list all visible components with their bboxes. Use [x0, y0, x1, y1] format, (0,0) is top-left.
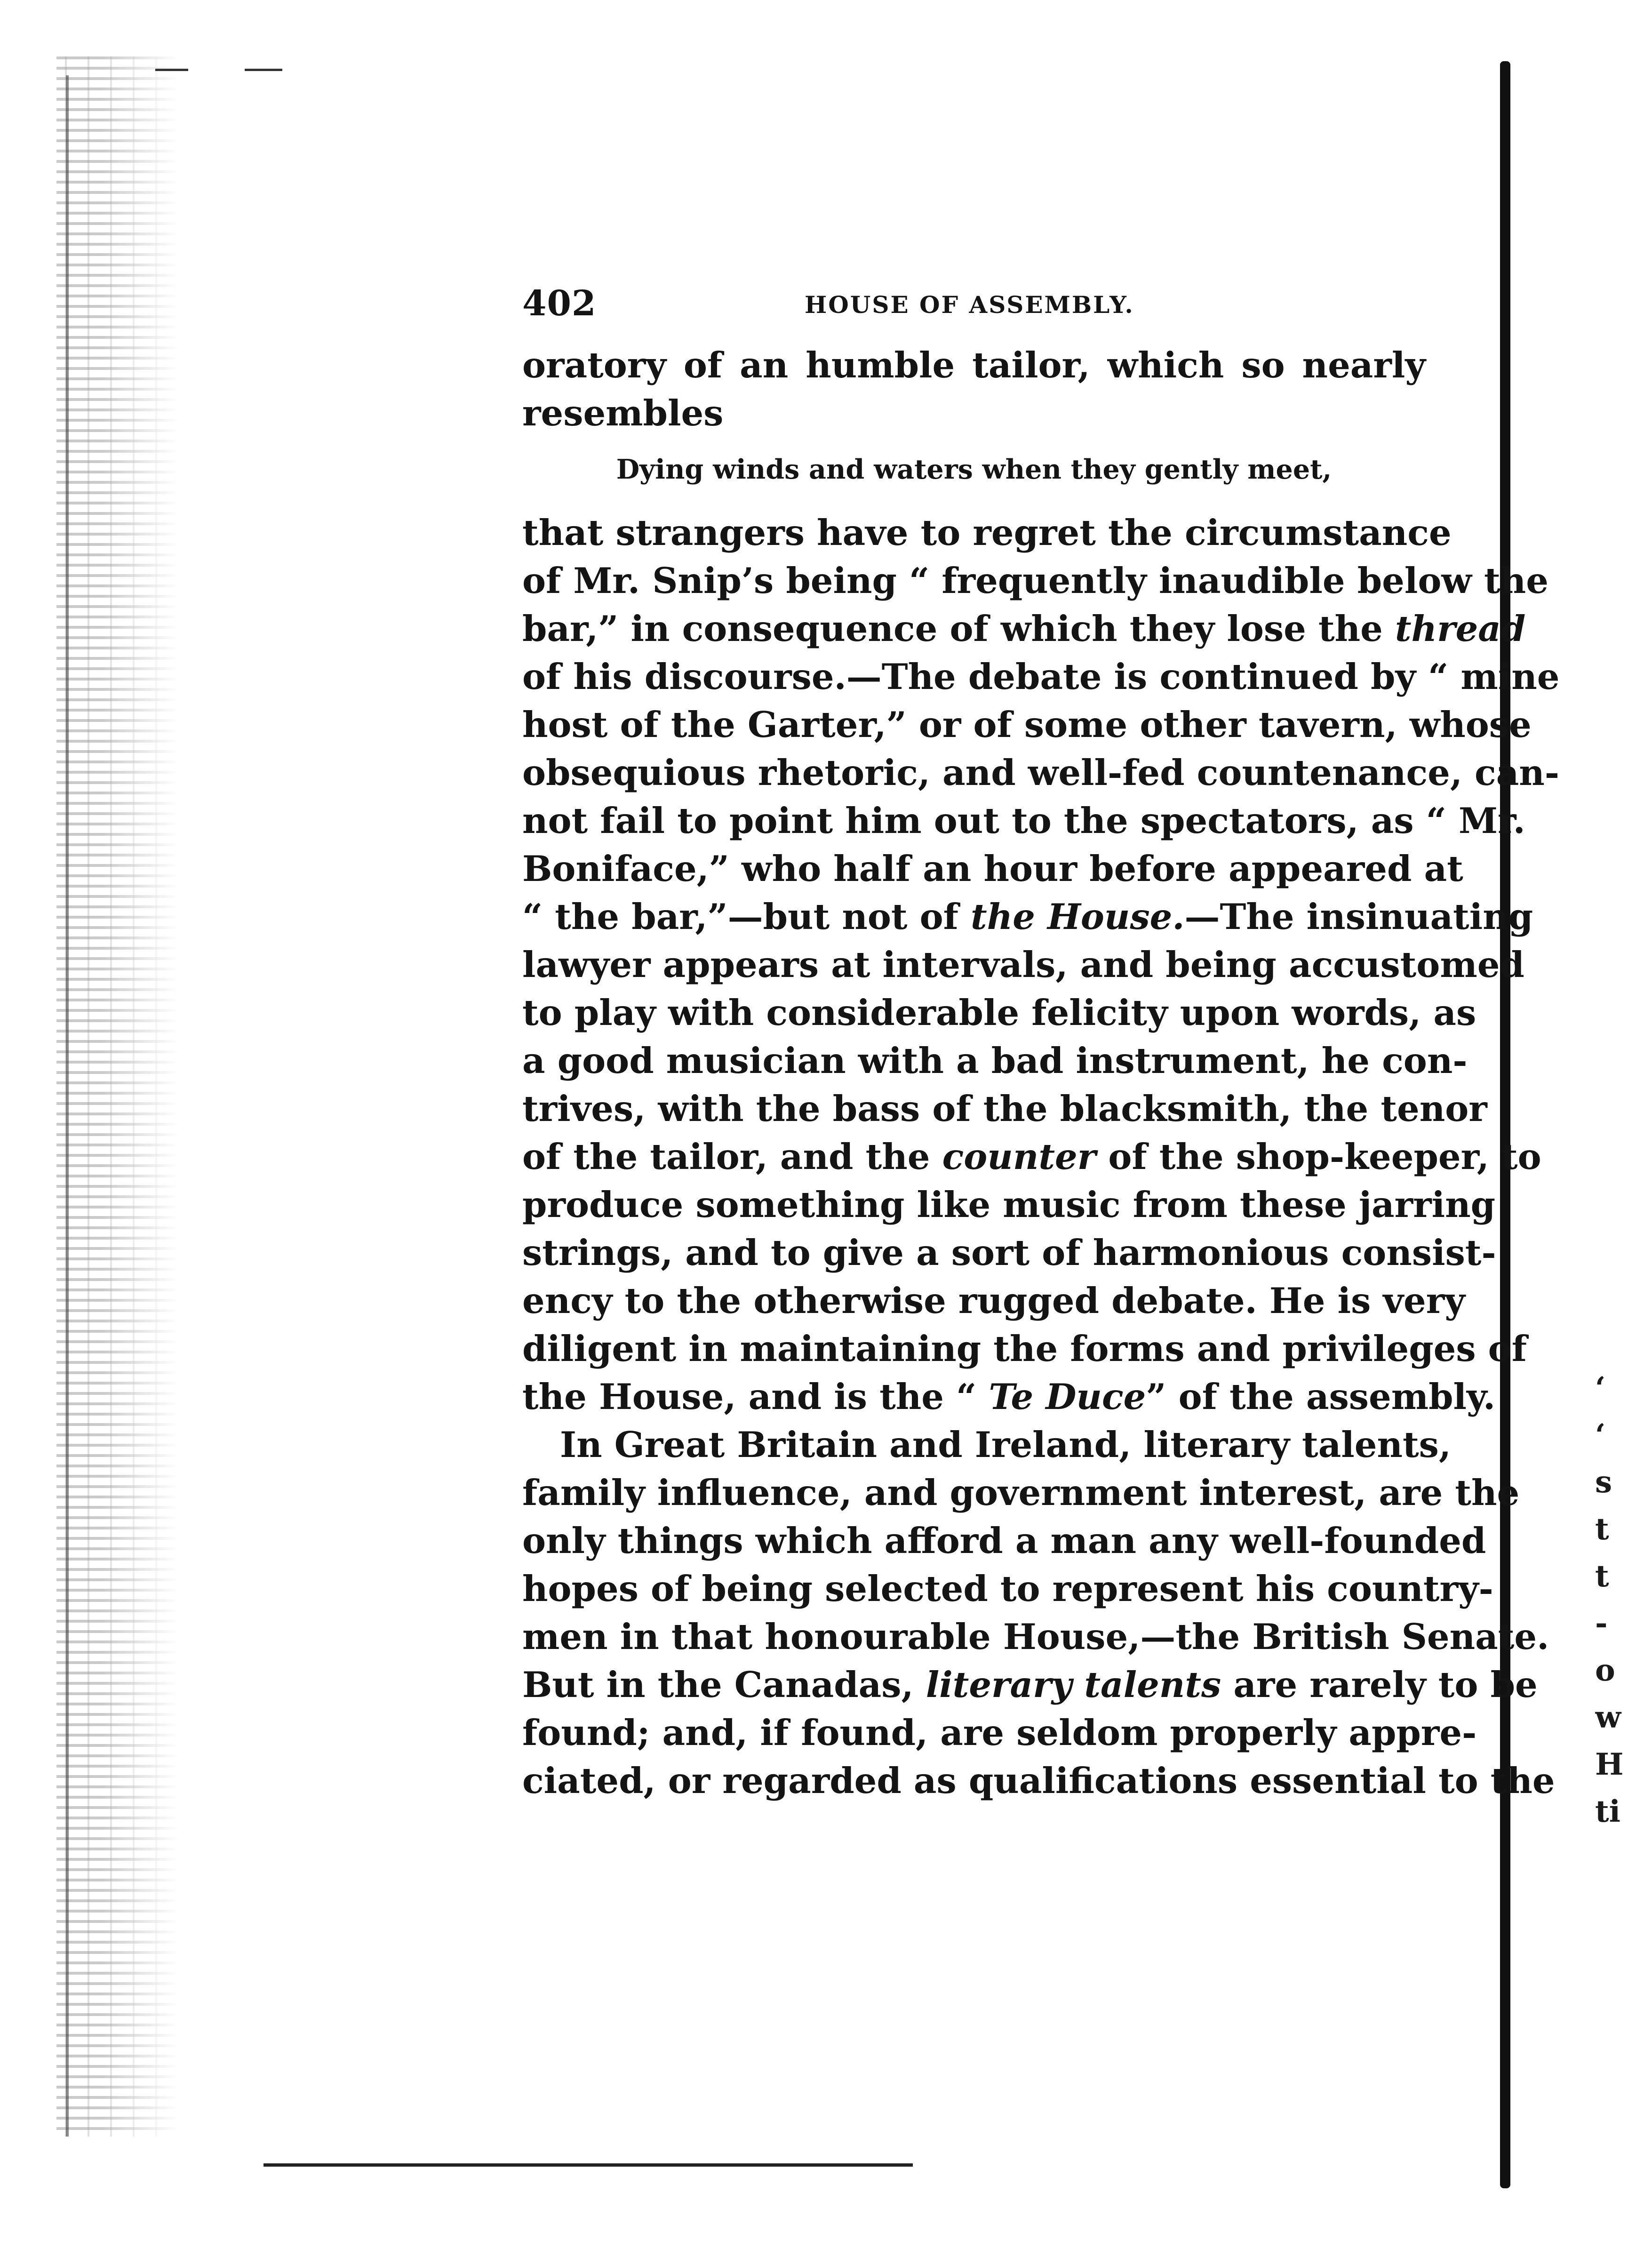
text-line	[522, 1517, 1486, 1565]
text-run: family influence, and government interest, are the	[522, 1472, 1520, 1513]
bottom-edge-rule	[263, 2163, 913, 2167]
text-line	[522, 1613, 1549, 1661]
text-run: produce something like music from these jarring	[522, 1184, 1496, 1225]
text-run: But in the Canadas,	[522, 1664, 926, 1705]
text-run: ency to the otherwise rugged debate. He is very	[522, 1280, 1465, 1321]
text-line	[522, 749, 1559, 797]
italic-phrase: counter	[942, 1136, 1096, 1177]
text-run: only things which afford a man any well-founded	[522, 1520, 1486, 1561]
italic-phrase: literary talents	[926, 1664, 1221, 1705]
text-line	[522, 1661, 1538, 1709]
text-line	[522, 1037, 1468, 1085]
facing-page-fragment: s	[1595, 1465, 1612, 1500]
text-run: not fail to point him out to the spectators, as “ Mr.	[522, 800, 1525, 841]
text-run: trives, with the bass of the blacksmith, the tenor	[522, 1088, 1487, 1129]
text-run: the House, and is the “	[522, 1376, 989, 1417]
paragraph	[522, 509, 1560, 1421]
text-line	[522, 1757, 1555, 1805]
running-head	[522, 282, 1426, 325]
text-line	[522, 1277, 1465, 1325]
text-line	[522, 1085, 1487, 1133]
text-run: of the tailor, and the	[522, 1136, 942, 1177]
text-line	[522, 1229, 1496, 1277]
scan-mark	[155, 69, 188, 71]
text-line	[522, 605, 1526, 653]
text-run: diligent in maintaining the forms and privileges of	[522, 1328, 1527, 1369]
facing-page-fragment: H	[1595, 1747, 1624, 1782]
text-run: strings, and to give a sort of harmonious consist-	[522, 1232, 1496, 1273]
running-title: HOUSE OF ASSEMBLY.	[805, 291, 1134, 319]
text-line	[522, 557, 1548, 605]
text-line	[522, 1373, 1496, 1421]
text-line	[522, 1325, 1527, 1373]
facing-page-edge	[1500, 61, 1510, 2188]
text-run: to play with considerable felicity upon words, as	[522, 992, 1476, 1033]
body-text	[522, 341, 1560, 1805]
text-line	[522, 845, 1463, 893]
verse-quotation: Dying winds and waters when they gently meet,	[616, 454, 1332, 485]
facing-page-fragment: t	[1595, 1559, 1609, 1594]
text-line	[522, 941, 1524, 989]
italic-phrase: the House.	[971, 896, 1185, 937]
text-run: hopes of being selected to represent his country-	[522, 1568, 1493, 1609]
facing-page-fragment: w	[1595, 1700, 1621, 1735]
text-run: are rarely to be	[1221, 1664, 1538, 1705]
text-run: of his discourse.—The debate is continued by “ mine	[522, 656, 1560, 697]
text-run: In Great Britain and Ireland, literary talents,	[560, 1424, 1452, 1465]
text-run: found; and, if found, are seldom properly appre-	[522, 1712, 1477, 1753]
text-line	[522, 701, 1532, 749]
facing-page-fragment: -	[1595, 1606, 1608, 1641]
text-line	[522, 653, 1560, 701]
text-run: bar,” in consequence of which they lose the	[522, 608, 1395, 649]
text-line	[522, 1565, 1493, 1613]
binding-gutter	[56, 56, 179, 2137]
text-line	[522, 1469, 1520, 1517]
binding-edge-line	[66, 75, 69, 2137]
italic-phrase: Te Duce	[989, 1376, 1146, 1417]
text-line	[522, 893, 1533, 941]
facing-page-fragments	[1595, 1365, 1652, 1977]
text-run: lawyer appears at intervals, and being accustomed	[522, 944, 1524, 985]
text-run: that strangers have to regret the circumstance	[522, 512, 1452, 553]
text-run: a good musician with a bad instrument, he con-	[522, 1040, 1468, 1081]
text-run: host of the Garter,” or of some other tavern, whose	[522, 704, 1532, 745]
text-run: of the shop-keeper, to	[1096, 1136, 1541, 1177]
scan-mark	[245, 69, 282, 71]
text-line: resembles	[522, 392, 724, 434]
facing-page-fragment: t	[1595, 1512, 1609, 1547]
text-run: ciated, or regarded as qualifications essential to the	[522, 1760, 1555, 1801]
paragraph	[522, 1421, 1555, 1805]
text-line	[522, 989, 1476, 1037]
text-run: ” of the assembly.	[1146, 1376, 1496, 1417]
page-number: 402	[522, 283, 597, 324]
text-run: obsequious rhetoric, and well-fed countenance, can-	[522, 752, 1559, 793]
text-line	[522, 1181, 1496, 1229]
text-run: men in that honourable House,—the British Senate.	[522, 1616, 1549, 1657]
text-line	[522, 1709, 1477, 1757]
text-run: “ the bar,”—but not of	[522, 896, 971, 937]
facing-page-fragment: ‘	[1595, 1417, 1606, 1453]
text-run: Boniface,” who half an hour before appeared at	[522, 848, 1463, 889]
text-run: —The insinuating	[1184, 896, 1533, 937]
text-line	[522, 1421, 1452, 1469]
text-line	[522, 797, 1525, 845]
text-run: of Mr. Snip’s being “ frequently inaudible below the	[522, 560, 1548, 601]
text-line: oratory of an humble tailor, which so nearly	[522, 344, 1426, 386]
text-line	[522, 1133, 1541, 1181]
facing-page-fragment: ‘	[1595, 1370, 1606, 1406]
facing-page-fragment: ti	[1595, 1794, 1620, 1829]
text-line	[522, 509, 1452, 557]
facing-page-fragment: o	[1595, 1653, 1615, 1688]
italic-phrase: thread	[1395, 608, 1526, 649]
